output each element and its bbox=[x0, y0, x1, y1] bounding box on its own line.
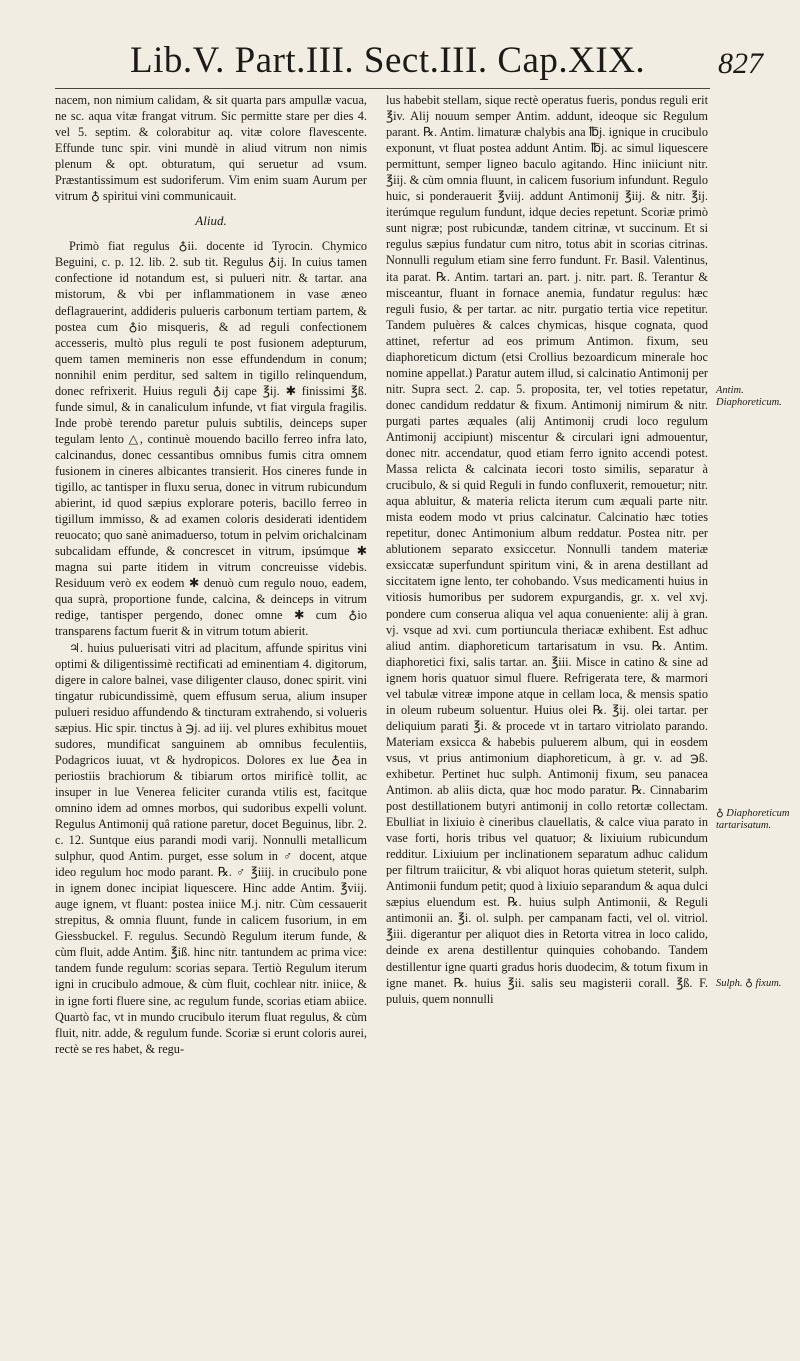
running-title: Lib.V. Part.III. Sect.III. Cap.XIX. bbox=[130, 40, 646, 81]
right-paragraph-1: lus habebit stellam, sique rectè operatus fueris, pondus reguli erit ℥iv. Alij nouum semper Antim. addunt, ideoque sic Regulum parant. ℞. Antim. limaturæ chalybis ana ℔j. ignique in crucibulo exponunt, vt fluat postea addunt Antim. ℔j. ac simul liquescere permittunt, semper ligneo baculo agitando. Hinc iniiciunt nitr. ℥iij. & cùm omnia fluunt, in calicem fusorium infundunt. Regulo huic, si ponderauerit ℥viij. addunt Antimonij ℥iij. & nitr. ℥ij. iterúmque regulum fundunt, idque decies repetunt. Scoriæ primò sunt nigræ; post rubicundæ, tandem citrinæ, vt succinum. Et si regulus sæpius fundatur cum nitro, totus abit in scorias citrinas. Nonnulli regulum etiam sine ferro fundunt. Fr. Basil. Valentinus, ita parat. ℞. Antim. tartari an. part. j. nitr. part. ß. Terantur & misceantur, fluant in fornace anemia, fundatur regulus: hæc reguli fusio, & per tartar. ac nitr. purgatio tertia vice repetitur. Tandem puluères & calces chymicas, hisque cognata, quod attinet, refertur ad eos primum Antimon. fixum, seu diaphoreticum dictum (etsi Crollius bezoardicum minerale hoc nomine appellat.) Paratur autem illud, si calcinatio Antimonij per nitr. Supra sect. 2. cap. 5. proposita, ter, vel toties repetatur, donec candidum reddatur & fixum. Antimonij nimirum & nitr. purgati partes æquales (alij Antimonij crudi loco regulum Antimonij accipiunt) miscentur & circulari igni admouentur, donec nitr. accendatur, quod etiam ferro ignito accendi potest. Massa relicta & calcinata iecori tosto similis, separatur à crucibulo, & si quid Reguli in fundo confluxerit, remouetur; nitr. aqua abluitur, & materia relicta iterum cum æquali parte nitr. mista eodem modo vt prius calcinatur. Calcinatio hæc toties repetitur, donec Antimonium album reddatur. Postea nitr. per ablutionem separato exsiccetur. Nonnulli tandem materiæ exsiccatæ superfundunt spiritum vini, & in arena destillant ad siccitatem igne lento, ter cohobando. Vsus medicamenti huius in vitiosis humoribus per sudorem expurgandis, gr. x. vel xvj. pondere cum conserua aliqua vel aqua conueniente: alij à gran. vj. vsque ad xvi. cum portiuncula theriacæ exhibent. Est adhuc aliud antim. diaphoreticum tartarisatum in vsu. ℞. Antim. diaphoretici fixi, salis tartar. an. ℥iii. Misce in catino & sine ad ignem horis quatuor simul fluere. Refrigerata tere, & marmori vel tabulæ vitreæ impone atque in cellam loca, & mensis spatio in oleum rubeum soluentur. Huius olei ℞. ℥ij. olei tartar. per deliquium parati ℥i. & procede vt in tartaro vitriolato parando. Materiam exsicca & habebis puluerem album, qui in eosdem vsus, vt prius antimonium diaphoreticum, à gr. v. ad ℈ß. exhibetur. Pertinet huc sulph. Antimonij fixum, seu panacea Antimon. ab aliis dicta, quæ hoc modo paratur. ℞. Cinnabarim post destillationem butyri antimonij in collo retortæ collectam. Ebulliat in lixiuio è cineribus clauellatis, & calce viua parato in vase forti, horis tribus vel quatuor; & lixiuium rubicundum redditur. Lixiuium per inclinationem separatum adhuc calidum per filtrum traiicitur, & vbi aliquot horas quietum steterit, sulph. Antimonii fundum petit; quod à lixiuio separandum & aqua dulci sæpius eluendum est. ℞. huius sulph Antimonii, & Reguli antimonii an. ℥i. ol. sulph. per campanam facti, vel ol. vitriol. ℥iii. digerantur per aliquot dies in Retorta vitrea in loco calido, deinde ex arena destillentur quinquies cohobando. Tandem destillentur igne quarti gradus horis duodecim, & totum fixum in igne manet. ℞. huius ℥ii. salis seu magisterii corall. ℥ß. F. puluis, quem nonnulli bbox=[386, 93, 708, 1006]
margin-note-sulph-fixum: Sulph. ♁ fixum. bbox=[716, 978, 782, 989]
margin-note-diaphoreticum-tartarisatum: ♁ Diaphoreticum tartarisatum. bbox=[716, 808, 790, 831]
section-heading-aliud: Aliud. bbox=[195, 213, 227, 229]
left-paragraph-2: Primò fiat regulus ♁ii. docente id Tyrocin. Chymico Beguini, c. p. 12. lib. 2. sub tit. Regulus ♁ij. In cuius tamen confectione id notandum est, si pulueri nitr. & tartar. ana mistorum, & vbi per inflammationem in vase æneo deflagrauerint, addideris pulueris carbonum tertiam partem, & postea cum ♁io misqueris, & ad reguli confectionem accesseris, multò plus reguli te post fusionem adepturum, quem tamen memineris non esse effundendum in conum; nonnihil enim perditur, sed saltem in tigillo relinquendum, donec refrixerit. Huius reguli ♁ij cape ℥ij. ✱ finissimi ℥ß. funde simul, & in canaliculum infunde, vt fiat virgula fragilis. Inde probè terendo paretur puluis subtilis, deinceps super tegulam lento △, continuè mouendo bacillo ferreo infra lato, calcinandus, donec cessantibus omnibus fumis citra omnem fusionem in cineres albicantes transierit. Hos cineres funde in tigillo, ac tantisper in fluxu serua, donec in vitrum rubicundum abierint, id quod sæpius explorare poteris, bacillo ferreo in tigillum immisso, & ad examen coloris desiderati identidem reuocato; quo sanè animaduerso, totum in pelvim orichalcinam subcalidam effunde, & concrescet in vitrum, ipsúmque ✱ magna sui parte itidem in vitrum concreuisse videbis. Residuum verò ex eodem ✱ denuò cum regulo nouo, eadem, qua suprà, proportione funde, calcina, & deinceps in vitrum redige, tantisper pergendo, donec omne ✱ cum ♁io transparens factum fuerit & in vitrum totum abierit. bbox=[55, 239, 367, 639]
right-column bbox=[386, 92, 708, 1354]
page-number: 827 bbox=[718, 47, 763, 80]
left-column bbox=[55, 92, 367, 1354]
left-paragraph-3: ♃. huius puluerisati vitri ad placitum, affunde spiritus vini optimi & diligentissimè rectificati ad eminentiam 4. digitorum, digere in calore balnei, vase diligenter clauso, donec spirit. vini tingatur rubicundissimè, quem effusum serua, alium insuper pulueri residuo affundendo & tincturam extrahendo, si volueris sæpius. Hic spir. tinctus à ℈j. ad iij. vel plures exhibitus mouet sudores, mundificat sanguinem ab omnibus feculentiis, Podagricos iuuat, vt & hydropicos. Dolores ex lue ♁ea in periostiis brachiorum & tibiarum ortos mirificè tollit, ac insuper in lue Venerea feliciter curanda vtilis est, facitque omnino idem ad omnes morbos, qui sudoribus expelli volunt. Regulus Antimonij quâ ratione paretur, docet Beguinus, libr. 2. c. 12. Suntque eius parandi modi varij. Nonnulli metallicum sulphur, quod Antim. purget, esse solum in ♂ docent, atque ideo regulum hoc modo parant. ℞. ♂ ℥iiij. in crucibulo pone in ignem donec incipiat liquescere. Hinc adde Antim. ℥viij. auge ignem, vt fluant: postea iniice M.j. nitr. Cùm cessauerit strepitus, & omnia fluunt, funde in calicem fusorium, in em Giessbuckel. F. regulus. Secundò Regulum iterum funde, & cùm fluit, adde Antim. ℥iß. hinc nitr. tantundem ac prima vice: tandem funde regulum: scorias separa. Tertiò Regulum iterum igni in crucibulo admoue, & cùm fluit, cochlear nitr. iniice, & in igne forti fluere sine, ac regulum funde, scorias etiam abiice. Quartò fac, vt in mundo crucibulo iterum fluat regulus, & cùm fluit, nitr. adde, & regulum funde. Scoriæ si erunt coloris aurei, rectè se res habet, & regu- bbox=[55, 640, 367, 1056]
left-paragraph-1: nacem, non nimium calidam, & sit quarta pars ampullæ vacua, ne sc. aqua vitæ frangat vitrum. Sic permitte stare per dies 4. vel 5. septim. & colorabitur aq. vitæ colore flavescente. Effunde tunc spir. vini mundè in aliud vitrum non nimis plenum & opt. obturatum, qui seruetur ad vsum. Præstantissimum est sudoriferum. Vim enim suam Aurum per vitrum ♁ spiritui vini communicauit. bbox=[55, 93, 367, 204]
margin-note-antim-diaphoreticum: Antim. Diaphoreticum. bbox=[716, 385, 782, 408]
header-rule bbox=[55, 88, 710, 89]
